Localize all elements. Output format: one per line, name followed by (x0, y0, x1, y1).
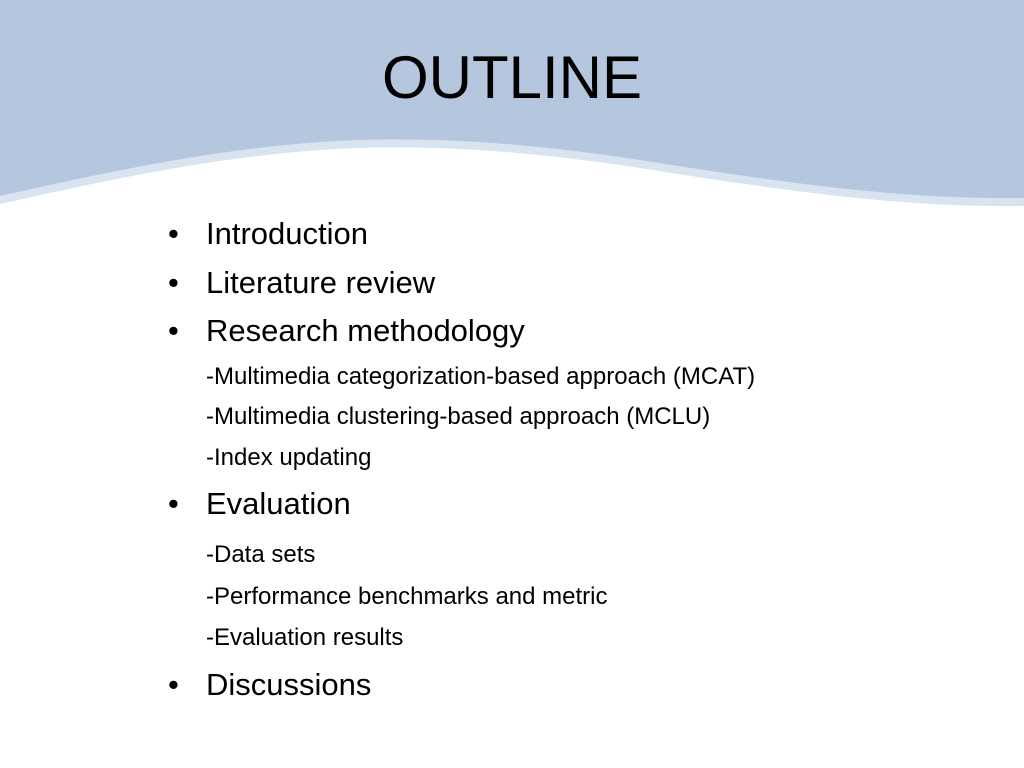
bullet-icon: • (168, 667, 179, 702)
outline-item-label: Literature review (206, 265, 436, 300)
outline-item-evaluation (168, 486, 351, 522)
outline-item-discussions (168, 667, 371, 703)
outline-item-research-methodology (168, 313, 525, 349)
bullet-icon: • (168, 313, 179, 348)
outline-item-label: Introduction (206, 216, 368, 251)
outline-item-introduction (168, 216, 368, 252)
slide-title: OUTLINE (381, 44, 643, 111)
outline-item-literature-review (168, 265, 435, 301)
bullet-icon: • (168, 486, 179, 521)
outline-subitem-benchmarks: -Performance benchmarks and metric (206, 583, 608, 610)
outline-item-label: Research methodology (206, 313, 525, 348)
outline-subitem-index-updating: -Index updating (206, 444, 372, 471)
outline-item-label: Evaluation (206, 486, 351, 521)
outline-subitem-mcat: -Multimedia categorization-based approach (MCAT) (206, 363, 756, 390)
bullet-icon: • (168, 265, 179, 300)
outline-subitem-evaluation-results: -Evaluation results (206, 624, 404, 651)
outline-item-label: Discussions (206, 667, 372, 702)
bullet-icon: • (168, 216, 179, 251)
outline-subitem-data-sets: -Data sets (206, 541, 316, 568)
outline-subitem-mclu: -Multimedia clustering-based approach (MCLU) (206, 403, 711, 430)
